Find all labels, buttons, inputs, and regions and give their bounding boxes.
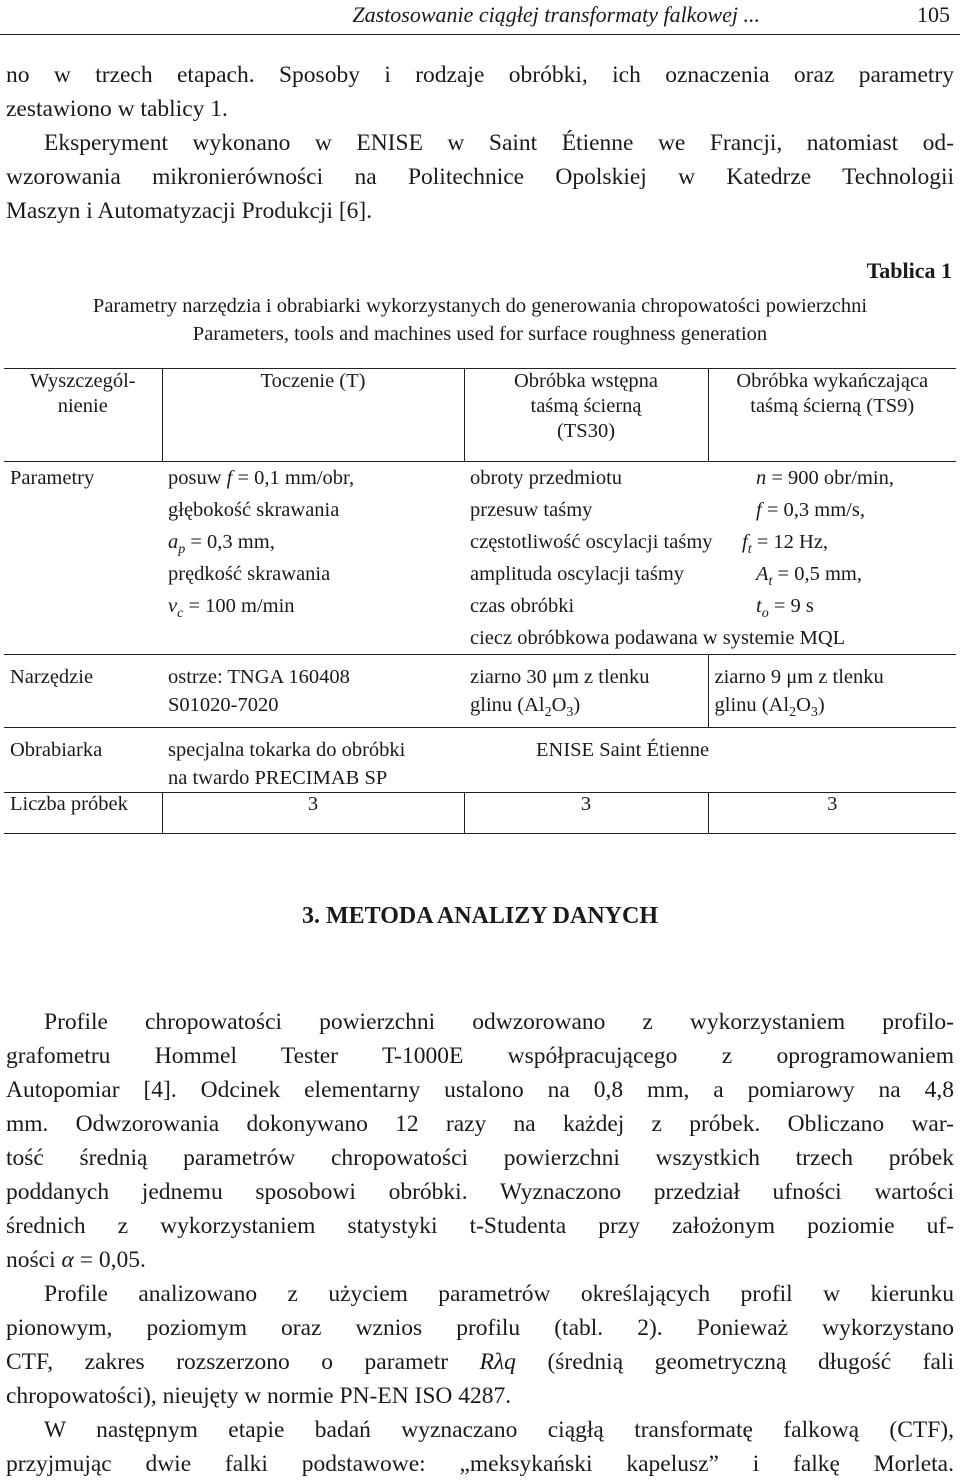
text-line: mm. Odwzorowania dokonywano 12 razy na każdej z próbek. Obliczano war- bbox=[6, 1111, 954, 1137]
running-header bbox=[0, 0, 960, 35]
body-text bbox=[6, 1005, 954, 1481]
text-line: wzorowania mikronierówności na Politechnice Opolskiej w Katedrze Technologii bbox=[6, 164, 954, 190]
text-line: Profile analizowano z użyciem parametrów określających profil w kierunku bbox=[44, 1281, 954, 1307]
text-line: ności α = 0,05. bbox=[6, 1247, 146, 1273]
text-line: poddanych jednemu sposobowi obróbki. Wyznaczono przedział ufności wartości bbox=[6, 1179, 954, 1205]
table-row bbox=[4, 728, 956, 793]
table-number: Tablica 1 bbox=[866, 258, 952, 283]
text-line: przyjmując dwie falki podstawowe: „meksykański kapelusz” i falkę Morleta. bbox=[6, 1451, 954, 1477]
table-row bbox=[4, 462, 956, 655]
ts30-tool: ziarno 30 μm z tlenku glinu $(Al_2O_3)$ bbox=[464, 655, 708, 728]
sample-count: 3 bbox=[464, 793, 708, 834]
text-line: Eksperyment wykonano w ENISE w Saint Étienne we Francji, natomiast od- bbox=[44, 130, 954, 156]
table-row bbox=[4, 793, 956, 834]
turning-parameters: posuw f = 0,1 mm/obr, głębokość skrawania $a_p = 0,3$ mm, prędkość skrawania $v_c = 100$ m/min bbox=[168, 467, 355, 622]
page-number: 105 bbox=[917, 2, 950, 27]
row-label: Liczba próbek bbox=[4, 793, 162, 834]
turning-machine: specjalna tokarka do obróbki na twardo PRECIMAB SP bbox=[162, 728, 464, 793]
row-label: Obrabiarka bbox=[4, 728, 162, 793]
text-line: Autopomiar [4]. Odcinek elementarny ustalono na 0,8 mm, a pomiarowy na 4,8 bbox=[6, 1077, 954, 1103]
text-line: grafometru Hommel Tester T-1000E współpracującego z oprogramowaniem bbox=[6, 1043, 954, 1069]
belt-parameters: obroty przedmiotu n = 900 obr/min, przesuw taśmy f = 0,3 mm/s, częstotliwość oscylacji taśmy $f_t = 12$ Hz, amplituda oscylacji taśmy $A_t = 0,5$ mm, czas obróbki $t_o = 9$ s ciecz obróbkowa podawana w systemie MQL bbox=[470, 467, 894, 649]
row-label: Parametry bbox=[10, 467, 95, 489]
text-line: Profile chropowatości powierzchni odwzorowano z wykorzystaniem profilo- bbox=[44, 1009, 954, 1035]
intro-paragraph bbox=[6, 58, 954, 228]
text-line: CTF, zakres rozszerzono o parametr Rλq (średnią geometryczną długość fali bbox=[6, 1349, 954, 1375]
text-line: pionowym, poziomym oraz wznios profilu (tabl. 2). Ponieważ wykorzystano bbox=[6, 1315, 954, 1341]
text-line: Maszyn i Automatyzacji Produkcji [6]. bbox=[6, 198, 373, 224]
table-caption-pl: Parametry narzędzia i obrabiarki wykorzystanych do generowania chropowatości powierzchni bbox=[92, 295, 868, 317]
parameters-table bbox=[4, 368, 956, 834]
header-cell: Wyszczegól- nienie bbox=[4, 369, 162, 462]
text-line: tość średnią parametrów chropowatości powierzchni wszystkich trzech próbek bbox=[6, 1145, 954, 1171]
header-cell: Obróbka wykańczająca taśmą ścierną (TS9) bbox=[708, 369, 956, 462]
belt-machine: ENISE Saint Étienne bbox=[464, 728, 956, 793]
text-line: chropowatości), nieujęty w normie PN-EN ISO 4287. bbox=[6, 1383, 512, 1409]
header-cell: Obróbka wstępna taśmą ścierną (TS30) bbox=[464, 369, 708, 462]
text-line: zestawiono w tablicy 1. bbox=[6, 96, 228, 122]
sample-count: 3 bbox=[162, 793, 464, 834]
turning-tool: ostrze: TNGA 160408 S01020-7020 bbox=[162, 655, 464, 728]
ts9-tool: ziarno 9 μm z tlenku glinu $(Al_2O_3)$ bbox=[708, 655, 956, 728]
table-row bbox=[4, 655, 956, 728]
table-caption-en: Parameters, tools and machines used for surface roughness generation bbox=[192, 323, 768, 345]
header-cell: Toczenie (T) bbox=[162, 369, 464, 462]
row-label: Narzędzie bbox=[4, 655, 162, 728]
sample-count: 3 bbox=[708, 793, 956, 834]
section-title: 3. METODA ANALIZY DANYCH bbox=[301, 903, 659, 929]
text-line: no w trzech etapach. Sposoby i rodzaje obróbki, ich oznaczenia oraz parametry bbox=[6, 62, 954, 88]
text-line: W następnym etapie badań wyznaczano ciągłą transformatę falkową (CTF), bbox=[44, 1417, 954, 1443]
text-line: średnich z wykorzystaniem statystyki t-Studenta przy założonym poziomie uf- bbox=[6, 1213, 954, 1239]
table-header-row bbox=[4, 369, 956, 462]
running-title: Zastosowanie ciągłej transformaty falkowej ... bbox=[352, 2, 760, 27]
